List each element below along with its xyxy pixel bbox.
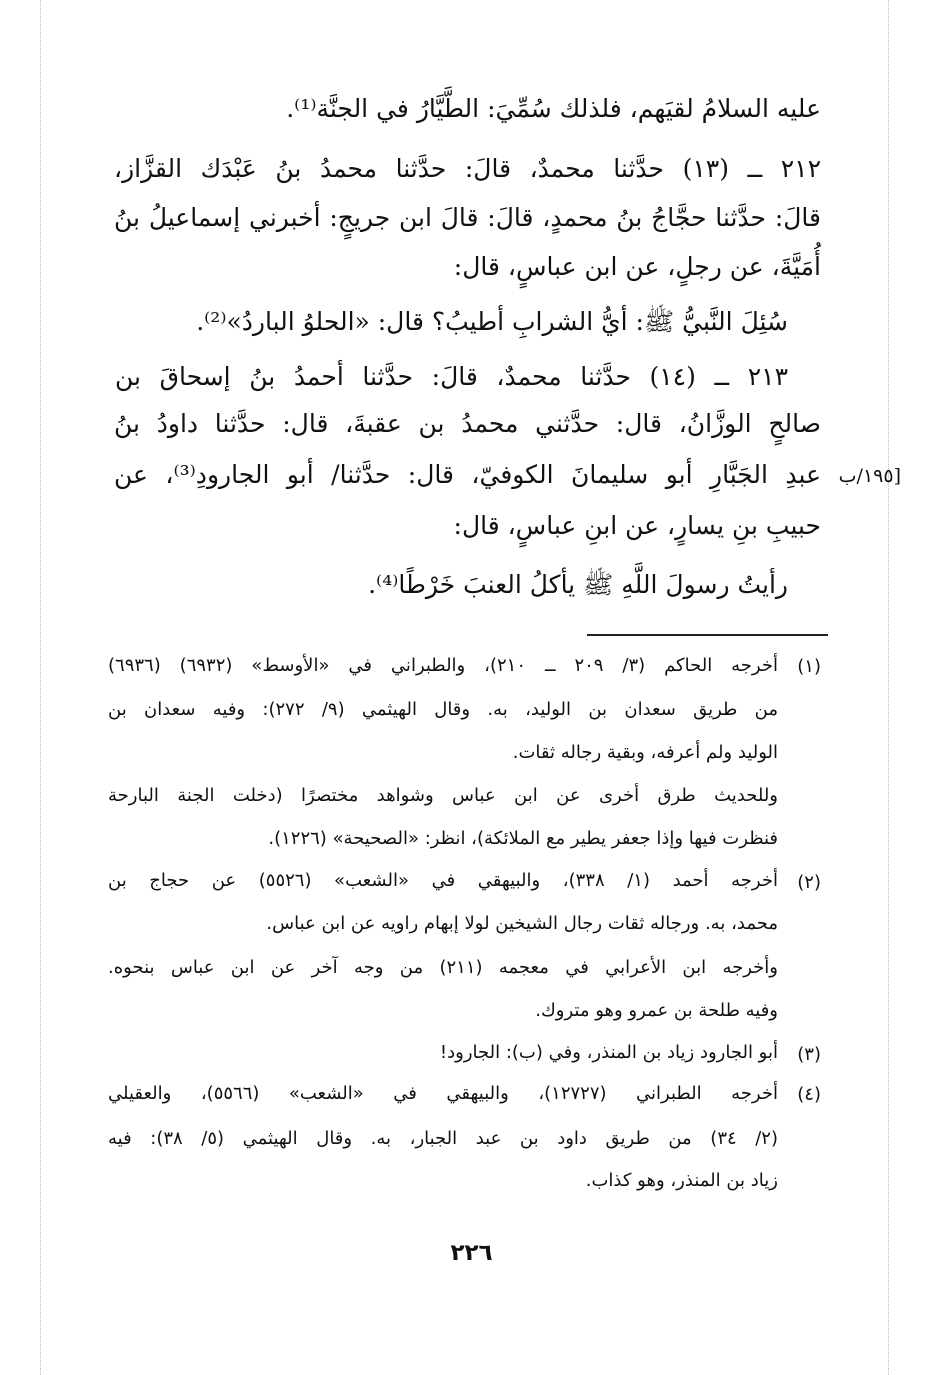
- footnote-line: وفيه طلحة بن عمرو وهو متروك.: [535, 1000, 778, 1021]
- manuscript-folio-note: [١٩٥/ب: [838, 465, 901, 487]
- footnote-line: أخرجه أحمد (١/ ٣٣٨)، والبيهقي في «الشعب» (٥٥٢٦) عن حجاج بن: [108, 870, 778, 891]
- main-line-3: قالَ: حدَّثنا حجَّاجُ بنُ محمدٍ، قالَ: قالَ ابن جريجٍ: أخبرني إسماعيلُ بنُ: [114, 203, 821, 232]
- footnote-separator: [587, 634, 828, 636]
- footnote-line: (٢/ ٣٤) من طريق داود بن عبد الجبار، به. وقال الهيثمي (٥/ ٣٨): فيه: [108, 1128, 778, 1149]
- footnote-number-2: (٢): [797, 872, 821, 893]
- footnote-line: أخرجه الحاكم (٣/ ٢٠٩ ــ ٢١٠)، والطبراني في «الأوسط» (٦٩٣٢) (٦٩٣٦): [108, 655, 778, 676]
- footnote-number-3: (٣): [797, 1044, 821, 1065]
- footnote-line: أخرجه الطبراني (١٢٧٢٧)، والبيهقي في «الشعب» (٥٥٦٦)، والعقيلي: [108, 1083, 778, 1104]
- main-line-2: ٢١٢ ــ (١٣) حدَّثنا محمدٌ، قالَ: حدَّثنا محمدُ بنُ عَبْدَك القزَّاز،: [114, 154, 822, 183]
- main-line-4: أُمَيَّةَ، عن رجلٍ، عن ابن عباسٍ، قال:: [453, 252, 821, 281]
- footnote-number-4: (٤): [797, 1084, 821, 1105]
- main-line-1: عليه السلامُ لقيَهم، فلذلك سُمِّيَ: الطَّيَّارُ في الجنَّة⁽¹⁾.: [286, 94, 821, 123]
- scan-mark-right: [888, 0, 889, 1375]
- page-number: ٢٢٦: [450, 1240, 493, 1266]
- footnote-line: من طريق سعدان بن الوليد، به. وقال الهيثمي (٩/ ٢٧٢): وفيه سعدان بن: [108, 699, 779, 720]
- footnote-number-1: (١): [797, 656, 821, 677]
- main-line-5: سُئِلَ النَّبيُّ ﷺ: أيُّ الشرابِ أطيبُ؟ قال: «الحلوُ الباردُ»⁽²⁾.: [196, 307, 788, 336]
- footnote-line: وأخرجه ابن الأعرابي في معجمه (٢١١) من وجه آخر عن ابن عباس بنحوه.: [108, 957, 778, 978]
- footnote-line: الوليد ولم أعرفه، وبقية رجاله ثقات.: [512, 742, 778, 763]
- footnote-line: وللحديث طرق أخرى عن ابن عباس وشواهد مختصرًا (دخلت الجنة البارحة: [108, 785, 778, 806]
- scan-mark-left: [40, 0, 41, 1375]
- footnote-line: أبو الجارود زياد بن المنذر، وفي (ب): الجارود!: [439, 1042, 778, 1063]
- main-line-6: ٢١٣ ــ (١٤) حدَّثنا محمدٌ، قالَ: حدَّثنا أحمدُ بنُ إسحاقَ بن: [115, 362, 789, 391]
- main-line-7: صالحٍ الوزَّانُ، قال: حدَّثني محمدُ بن عقبةَ، قال: حدَّثنا داودُ بنُ: [114, 409, 821, 438]
- footnote-line: محمد، به. ورجاله ثقات رجال الشيخين لولا إبهام راويه عن ابن عباس.: [266, 913, 778, 934]
- main-line-9: حبيبِ بنِ يسارٍ، عن ابنِ عباسٍ، قال:: [453, 511, 821, 540]
- footnote-line: زياد بن المنذر، وهو كذاب.: [585, 1170, 778, 1191]
- footnote-line: فنظرت فيها وإذا جعفر يطير مع الملائكة)، انظر: «الصحيحة» (١٢٢٦).: [268, 828, 778, 849]
- main-line-8: عبدِ الجَبَّارِ أبو سليمانَ الكوفيّ، قال: حدَّثنا/ أبو الجارودِ⁽³⁾، عن: [114, 460, 821, 489]
- main-line-10: رأيتُ رسولَ اللَّهِ ﷺ يأكلُ العنبَ خَرْطًا⁽⁴⁾.: [368, 570, 788, 599]
